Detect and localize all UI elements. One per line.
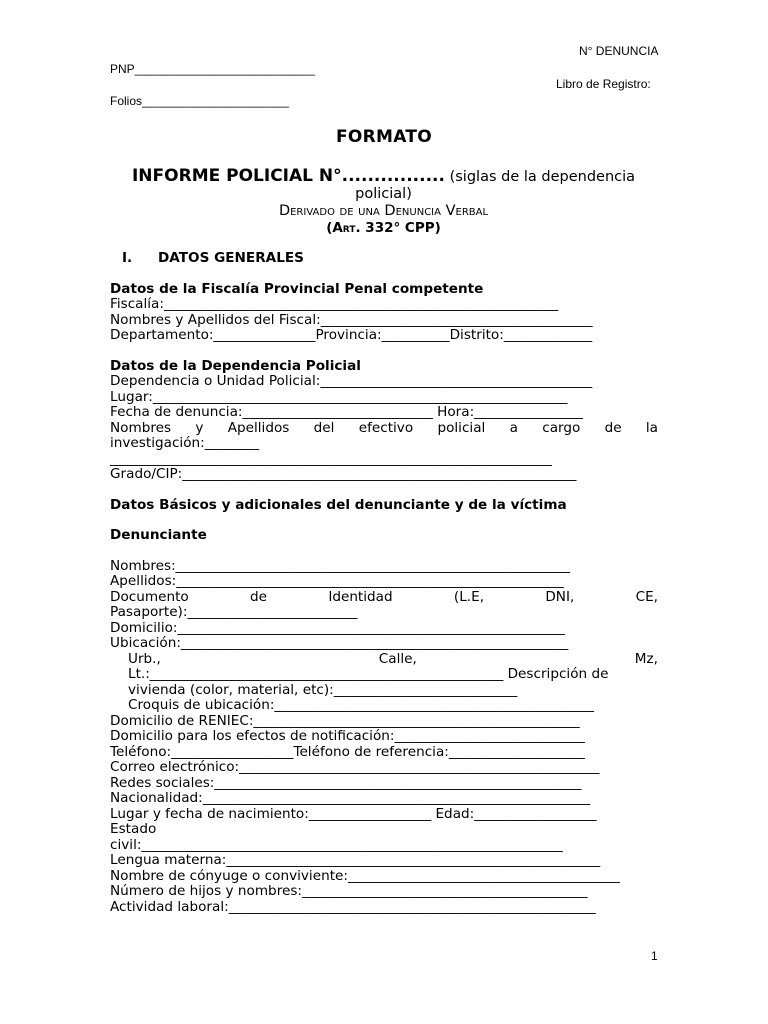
investigacion-field: investigación:________ <box>110 436 260 451</box>
urb-calle-label: Urb., Calle, Mz, <box>128 651 658 667</box>
estado-label: Estado <box>110 822 157 837</box>
denuncia-number-label: N° DENUNCIA <box>579 44 659 58</box>
lugar-field: Lugar:_____________________________________________________________ <box>110 389 568 405</box>
report-title-block <box>110 168 657 237</box>
article-reference: (Art. 332° CPP) <box>326 220 441 236</box>
efectivo-label: Nombres y Apellidos del efectivo policial a cargo de la <box>110 420 658 436</box>
nombres-field: Nombres:__________________________________________________________ <box>110 558 570 574</box>
dependencia-heading: Datos de la Dependencia Policial <box>110 358 361 374</box>
fiscalia-field: Fiscalía:__________________________________________________________ <box>110 297 559 312</box>
report-subtitle: (siglas de la dependencia policial) <box>355 169 636 202</box>
domicilio-field: Domicilio:_________________________________________________________ <box>110 620 565 636</box>
reniec-field: Domicilio de RENIEC:________________________________________________ <box>110 713 580 729</box>
denunciante-heading: Denunciante <box>110 528 207 543</box>
datos-basicos-heading: Datos Básicos y adicionales del denunciante y de la víctima <box>110 497 567 513</box>
formato-title: FORMATO <box>335 127 433 147</box>
fiscalia-heading: Datos de la Fiscalía Provincial Penal competente <box>110 281 484 297</box>
section-title: DATOS GENERALES <box>158 250 304 266</box>
section-heading <box>110 251 658 267</box>
report-title: INFORME POLICIAL N°................ <box>131 166 445 186</box>
lote-descripcion-field: Lt.:____________________________________________________ Descripción de <box>128 667 609 682</box>
redes-sociales-field: Redes sociales:______________________________________________________ <box>110 775 582 791</box>
pnp-field: PNP___________________________ <box>110 62 315 76</box>
unidad-field: Dependencia o Unidad Policial:________________________________________ <box>110 374 593 389</box>
nacimiento-edad-field: Lugar y fecha de nacimiento:__________________ Edad:__________________ <box>110 806 597 822</box>
nacionalidad-field: Nacionalidad:_________________________________________________________ <box>110 791 591 806</box>
documento-label: Documento de Identidad (L.E, DNI, CE, <box>110 589 658 605</box>
section-number: I. <box>122 250 133 266</box>
form-body <box>110 251 658 915</box>
ubicacion-field: Ubicación:_________________________________________________________ <box>110 636 569 651</box>
page-number: 1 <box>651 949 658 963</box>
notificacion-field: Domicilio para los efectos de notificación:____________________________ <box>110 729 585 744</box>
grado-cip-field: Grado/CIP:__________________________________________________________ <box>110 467 577 482</box>
pasaporte-field: Pasaporte):_________________________ <box>110 605 358 620</box>
investigacion-continuation-field: _________________________________________________________________ <box>110 451 552 467</box>
conyuge-field: Nombre de cónyuge o conviviente:________________________________________ <box>110 868 620 884</box>
fiscal-name-field: Nombres y Apellidos del Fiscal:________________________________________ <box>110 312 593 328</box>
apellidos-field: Apellidos:_________________________________________________________ <box>110 574 564 589</box>
lengua-materna-field: Lengua materna:_______________________________________________________ <box>110 853 601 868</box>
telefono-field: Teléfono:__________________Teléfono de referencia:____________________ <box>110 744 585 760</box>
fecha-hora-field: Fecha de denuncia:____________________________ Hora:________________ <box>110 405 583 420</box>
estado-civil-field: civil:______________________________________________________________ <box>110 837 563 853</box>
location-fields: Departamento:_______________Provincia:__________Distrito:_____________ <box>110 328 593 343</box>
libro-registro-label: Libro de Registro: <box>556 77 651 91</box>
derivado-subtitle: Derivado de una Denuncia Verbal <box>278 203 489 219</box>
correo-field: Correo electrónico:_____________________________________________________ <box>110 760 600 775</box>
croquis-field: Croquis de ubicación:_______________________________________________ <box>128 698 594 713</box>
hijos-field: Número de hijos y nombres:__________________________________________ <box>110 884 588 899</box>
actividad-laboral-field: Actividad laboral:______________________________________________________ <box>110 899 596 915</box>
folios-field: Folios______________________ <box>110 94 289 108</box>
vivienda-field: vivienda (color, material, etc):___________________________ <box>128 682 518 698</box>
